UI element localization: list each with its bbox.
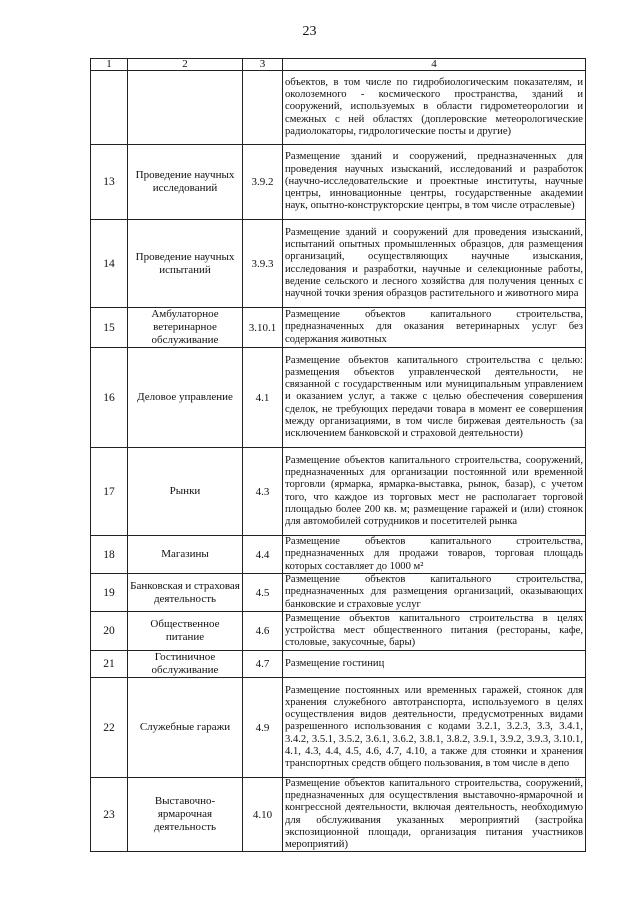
table-row	[91, 220, 586, 308]
use-type-code	[243, 71, 283, 145]
row-number: 16	[91, 348, 128, 448]
row-number: 20	[91, 612, 128, 651]
table-row	[91, 448, 586, 536]
use-type-name: Рынки	[128, 448, 243, 536]
table-row	[91, 145, 586, 220]
use-type-name: Магазины	[128, 536, 243, 574]
table-row	[91, 536, 586, 574]
row-number: 13	[91, 145, 128, 220]
use-type-code: 4.7	[243, 651, 283, 678]
use-type-code: 3.9.2	[243, 145, 283, 220]
table-row	[91, 678, 586, 778]
use-type-name: Выставочно-ярмарочная деятельность	[128, 778, 243, 852]
use-type-name: Проведение научных исследований	[128, 145, 243, 220]
page-number: 23	[302, 24, 317, 39]
use-type-code: 4.5	[243, 574, 283, 612]
use-type-description: Размещение объектов капитального строительства, предназначенных для продажи товаров, торговая площадь которых составляет до 1000 м²	[283, 536, 586, 574]
row-number: 18	[91, 536, 128, 574]
use-type-code: 3.10.1	[243, 308, 283, 348]
column-header-1: 1	[91, 59, 128, 71]
use-type-description: объектов, в том числе по гидробиологическим показателям, и околоземного - космического пространства, зданий и сооружений, используемых в области гидрометеорологии и смежных с ней областях (доплеровские метеорологические радиолокаторы, гидрологические посты и другие)	[283, 71, 586, 145]
use-type-description: Размещение объектов капитального строительства, предназначенных для оказания ветеринарных услуг без содержания животных	[283, 308, 586, 348]
use-type-code: 4.3	[243, 448, 283, 536]
use-type-code: 4.9	[243, 678, 283, 778]
row-number: 17	[91, 448, 128, 536]
use-type-description: Размещение объектов капитального строительства, предназначенных для размещения организаций, оказывающих банковские и страховые услуг	[283, 574, 586, 612]
use-type-code: 4.6	[243, 612, 283, 651]
use-type-name: Амбулаторное ветеринарное обслуживание	[128, 308, 243, 348]
use-type-name: Банковская и страховая деятельность	[128, 574, 243, 612]
row-number	[91, 71, 128, 145]
column-header-3: 3	[243, 59, 283, 71]
land-use-table	[90, 58, 586, 852]
table-row	[91, 612, 586, 651]
row-number: 23	[91, 778, 128, 852]
use-type-description: Размещение объектов капитального строительства, сооружений, предназначенных для осуществления выставочно-ярмарочной и конгрессной деятельности, включая деятельность, необходимую для обслуживания указанных мероприятий (застройка экспозиционной площади, организация питания участников мероприятий)	[283, 778, 586, 852]
column-header-2: 2	[128, 59, 243, 71]
use-type-code: 3.9.3	[243, 220, 283, 308]
use-type-description: Размещение объектов капитального строительства в целях устройства мест общественного питания (рестораны, кафе, столовые, закусочные, бары)	[283, 612, 586, 651]
use-type-name: Проведение научных испытаний	[128, 220, 243, 308]
use-type-code: 4.10	[243, 778, 283, 852]
use-type-code: 4.4	[243, 536, 283, 574]
row-number: 19	[91, 574, 128, 612]
use-type-description: Размещение зданий и сооружений, предназначенных для проведения научных изысканий, исследований и разработок (научно-исследовательские и проектные институты, научные центры, инновационные центры, государственные академии наук, опытно-конструкторские центры, в том числе отраслевые)	[283, 145, 586, 220]
row-number: 21	[91, 651, 128, 678]
table-row	[91, 574, 586, 612]
use-type-description: Размещение зданий и сооружений для проведения изысканий, испытаний опытных промышленных образцов, для размещения организаций, осуществляющих научные изыскания, исследования и разработки, научные и селекционные работы, ведение сельского и лесного хозяйства для получения ценных с научной точки зрения образцов растительного и животного мира	[283, 220, 586, 308]
table-row	[91, 348, 586, 448]
column-header-4: 4	[283, 59, 586, 71]
use-type-name	[128, 71, 243, 145]
use-type-description: Размещение объектов капитального строительства с целью: размещения объектов управленческой деятельности, не связанной с государственным или муниципальным управлением и оказанием услуг, а также с целью обеспечения совершения сделок, не требующих передачи товара в момент ее совершения между организациями, в том числе биржевая деятельность (за исключением банковской и страховой деятельности)	[283, 348, 586, 448]
row-number: 15	[91, 308, 128, 348]
use-type-name: Гостиничное обслуживание	[128, 651, 243, 678]
use-type-code: 4.1	[243, 348, 283, 448]
table-row	[91, 308, 586, 348]
use-type-description: Размещение объектов капитального строительства, сооружений, предназначенных для организации постоянной или временной торговли (ярмарка, ярмарка-выставка, рынок, базар), с учетом того, что каждое из торговых мест не располагает торговой площадью более 200 кв. м; размещение гаражей и (или) стоянок для автомобилей сотрудников и посетителей рынка	[283, 448, 586, 536]
use-type-description: Размещение гостиниц	[283, 651, 586, 678]
use-type-name: Служебные гаражи	[128, 678, 243, 778]
table-row	[91, 651, 586, 678]
use-type-description: Размещение постоянных или временных гаражей, стоянок для хранения служебного автотранспорта, используемого в целях осуществления видов деятельности, предусмотренных видами разрешенного использования с кодами 3.2.1, 3.2.3, 3.3, 3.4.1, 3.4.2, 3.5.1, 3.5.2, 3.6.1, 3.6.2, 3.8.1, 3.8.2, 3.9.1, 3.9.2, 3.9.3, 3.10.1, 4.1, 4.3, 4.4, 4.5, 4.6, 4.7, 4.10, а также для стоянки и хранения транспортных средств общего пользования, в том числе в депо	[283, 678, 586, 778]
table-row	[91, 71, 586, 145]
use-type-name: Общественное питание	[128, 612, 243, 651]
table-header-row	[91, 59, 586, 71]
use-type-name: Деловое управление	[128, 348, 243, 448]
row-number: 22	[91, 678, 128, 778]
row-number: 14	[91, 220, 128, 308]
table-row	[91, 778, 586, 852]
